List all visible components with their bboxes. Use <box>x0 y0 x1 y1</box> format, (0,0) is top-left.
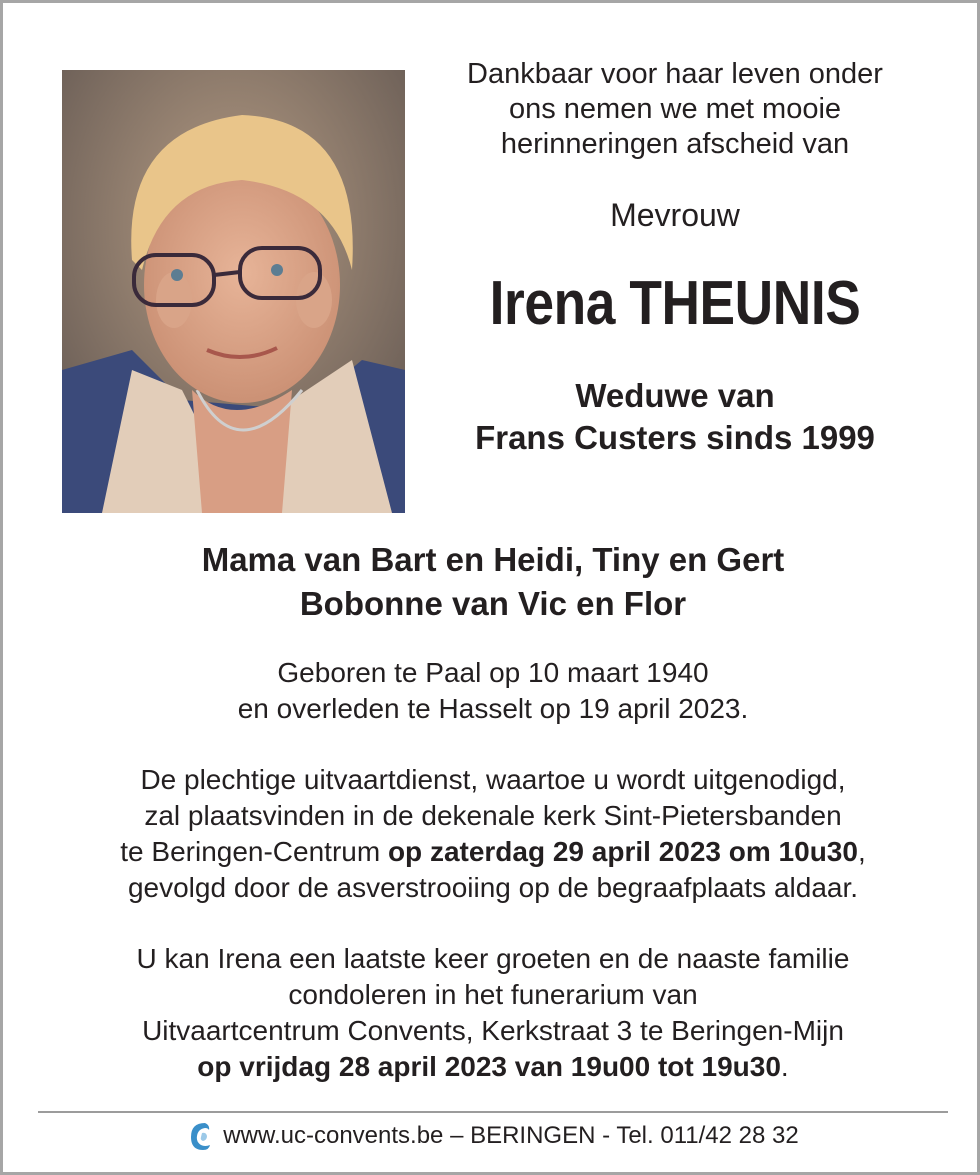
visitation-line-3: Uitvaartcentrum Convents, Kerkstraat 3 te Beringen-Mijn <box>142 1015 844 1046</box>
birth-death-paragraph <box>3 655 980 727</box>
widow-text <box>415 375 935 459</box>
portrait-photo <box>62 70 405 513</box>
footer-contact[interactable]: www.uc-convents.be – BERINGEN - Tel. 011/42 28 32 <box>223 1122 799 1149</box>
visitation-paragraph <box>3 941 980 1085</box>
visitation-line-1: U kan Irena een laatste keer groeten en de naaste familie <box>136 943 850 974</box>
death-line: en overleden te Hasselt op 19 april 2023. <box>237 693 749 724</box>
family-line-2: Bobonne van Vic en Flor <box>299 585 687 622</box>
service-location: te Beringen-Centrum <box>120 836 388 867</box>
visitation-line-4 <box>3 1049 980 1085</box>
deceased-name: Irena THEUNIS <box>489 269 861 338</box>
honorific: Mevrouw <box>610 197 740 233</box>
intro-line-3: herinneringen afscheid van <box>500 128 850 160</box>
birth-line: Geboren te Paal op 10 maart 1940 <box>277 657 709 688</box>
widow-line-2: Frans Custers sinds 1999 <box>475 419 875 456</box>
service-comma: , <box>857 836 866 867</box>
family-text <box>3 538 980 626</box>
intro-line-1: Dankbaar voor haar leven onder <box>467 58 883 90</box>
service-line-4: gevolgd door de asverstrooiing op de begraafplaats aldaar. <box>127 872 859 903</box>
service-paragraph <box>3 762 980 906</box>
service-line-1: De plechtige uitvaartdienst, waartoe u wordt uitgenodigd, <box>140 764 846 795</box>
service-line-3 <box>3 834 980 870</box>
footer <box>3 1117 980 1155</box>
service-line-2: zal plaatsvinden in de dekenale kerk Sint-Pietersbanden <box>144 800 842 831</box>
intro-text <box>415 57 935 162</box>
visitation-datetime: op vrijdag 28 april 2023 van 19u00 tot 19u30 <box>197 1051 781 1082</box>
widow-line-1: Weduwe van <box>575 377 775 414</box>
footer-divider <box>38 1111 948 1113</box>
service-datetime: op zaterdag 29 april 2023 om 10u30 <box>387 836 858 867</box>
visitation-period: . <box>780 1051 789 1082</box>
intro-line-2: ons nemen we met mooie <box>508 93 842 125</box>
family-line-1: Mama van Bart en Heidi, Tiny en Gert <box>201 541 785 578</box>
visitation-line-2: condoleren in het funerarium van <box>288 979 698 1010</box>
funeral-home-logo-icon <box>187 1119 213 1153</box>
